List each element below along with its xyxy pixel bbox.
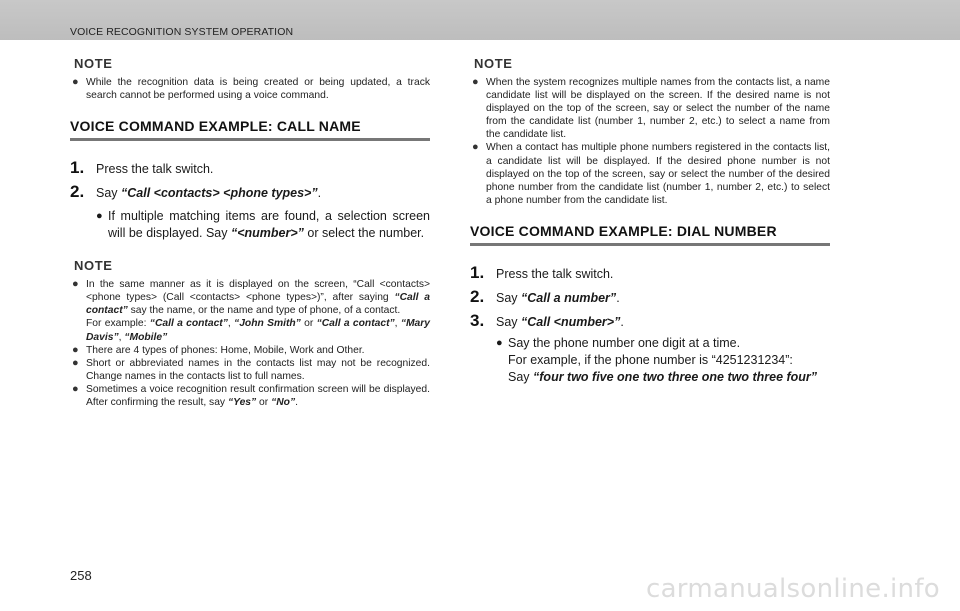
sub-text: If multiple matching items are found, a selection screen will be displayed. Say (108, 209, 430, 241)
step-text: Press the talk switch. (96, 162, 214, 177)
note-text: . (295, 397, 298, 409)
note-text: Sometimes a voice recognition result confirmation screen will be displayed. After confirming the result, say (86, 383, 430, 409)
step-text: . (616, 290, 620, 305)
voice-command: “Call <contacts> <phone types>” (121, 186, 318, 201)
note-text: When the system recognizes multiple names from the contacts list, a name candidate list will be displayed on the screen. If the desired name is not displayed on the top of the screen, say or select the number of the name from the candidate list (number 1, number 2, etc.) to select a name from the candidate list. (486, 77, 830, 141)
step-1 (70, 158, 430, 178)
note-text: or (256, 397, 272, 409)
section-title-call-name: VOICE COMMAND EXAMPLE: CALL NAME (70, 118, 430, 141)
step-number: 1. (70, 158, 85, 178)
bullet-icon: ● (72, 76, 79, 88)
voice-command: “Call <number>” (521, 314, 621, 329)
header-title: VOICE RECOGNITION SYSTEM OPERATION (70, 26, 294, 38)
voice-command: “Call a contact” (316, 318, 395, 330)
bullet-icon: ● (72, 343, 79, 356)
page-number: 258 (70, 568, 92, 583)
header-bar (0, 0, 960, 40)
step-3 (470, 310, 830, 331)
watermark: carmanualsonline.info (645, 574, 940, 604)
separator: , (227, 318, 235, 330)
voice-command: “four two five one two three one two three four” (533, 369, 818, 384)
separator: , (394, 318, 401, 330)
step-number: 2. (470, 286, 485, 306)
step-text: . (620, 314, 624, 329)
note-text: When a contact has multiple phone numbers registered in the contacts list, a candidate list will be displayed. If the desired phone number is not displayed on the top of the screen, say or select the number of the desired phone number from the candidate list (number 1, number 2, etc.) to select a phone number from the candidate list. (486, 142, 830, 206)
step-number: 3. (470, 310, 485, 330)
note-text: For example: (86, 318, 150, 330)
step-text: Say (496, 290, 522, 305)
note-item (70, 344, 430, 357)
step-text: Press the talk switch. (496, 266, 614, 281)
sub-text: Say (508, 369, 534, 384)
step-text: Say (96, 186, 122, 201)
sub-text: For example, if the phone number is “4251231234”: (508, 352, 793, 367)
left-column (70, 56, 430, 409)
step-number: 2. (70, 182, 85, 202)
voice-command: “Call a number” (521, 290, 617, 305)
voice-command: “No” (271, 397, 296, 409)
note-box (70, 56, 430, 102)
right-column (470, 56, 830, 386)
bullet-icon: ● (472, 76, 479, 88)
step-text: . (317, 186, 322, 201)
note-text: While the recognition data is being created or being updated, a track search cannot be performed using a voice command. (86, 77, 430, 102)
voice-command: “<number>” (230, 226, 304, 241)
bullet-icon: ● (72, 356, 79, 369)
step-number: 1. (470, 262, 485, 282)
voice-command: “Mobile” (124, 331, 168, 343)
sub-item (70, 208, 430, 242)
voice-command: “Call a contact” (149, 318, 228, 330)
note-item (70, 278, 430, 343)
note-text: say the name, or the name and type of phone, of a contact. (127, 305, 401, 317)
step-1 (470, 262, 830, 283)
note-item (70, 383, 430, 409)
voice-command: “Mary Davis” (86, 318, 430, 343)
sub-text: or select the number. (303, 226, 425, 241)
note-box (470, 56, 830, 207)
note-item (470, 76, 830, 141)
bullet-icon: ● (496, 336, 503, 349)
step-text: Say (496, 314, 522, 329)
sub-text: Say the phone number one digit at a time. (508, 335, 741, 350)
section-title-dial-number: VOICE COMMAND EXAMPLE: DIAL NUMBER (470, 223, 830, 246)
bullet-icon: ● (472, 141, 479, 154)
voice-command: “John Smith” (234, 318, 301, 330)
bullet-icon: ● (72, 382, 79, 395)
note-text: Short or abbreviated names in the contacts list may not be recognized. Change names in the contacts list to full names. (86, 357, 430, 382)
note-text: In the same manner as it is displayed on the screen, “Call <contacts> <phone types> (Call <contacts> <phone types>)”, after saying (86, 279, 430, 304)
note-title: NOTE (474, 56, 513, 71)
bullet-icon: ● (72, 278, 79, 291)
step-2 (470, 286, 830, 307)
step-2 (70, 182, 430, 202)
note-item (470, 141, 830, 206)
note-item (70, 357, 430, 383)
sub-item (470, 335, 830, 386)
note-item (70, 76, 430, 102)
note-text: There are 4 types of phones: Home, Mobile, Work and Other. (86, 344, 365, 356)
note-title: NOTE (74, 56, 113, 71)
separator: , (118, 331, 125, 343)
separator: or (300, 318, 317, 330)
voice-command: “Yes” (227, 397, 257, 409)
note-title: NOTE (74, 258, 113, 274)
voice-command: “Call a contact” (86, 292, 430, 317)
note-box (70, 258, 430, 409)
bullet-icon: ● (96, 210, 103, 223)
